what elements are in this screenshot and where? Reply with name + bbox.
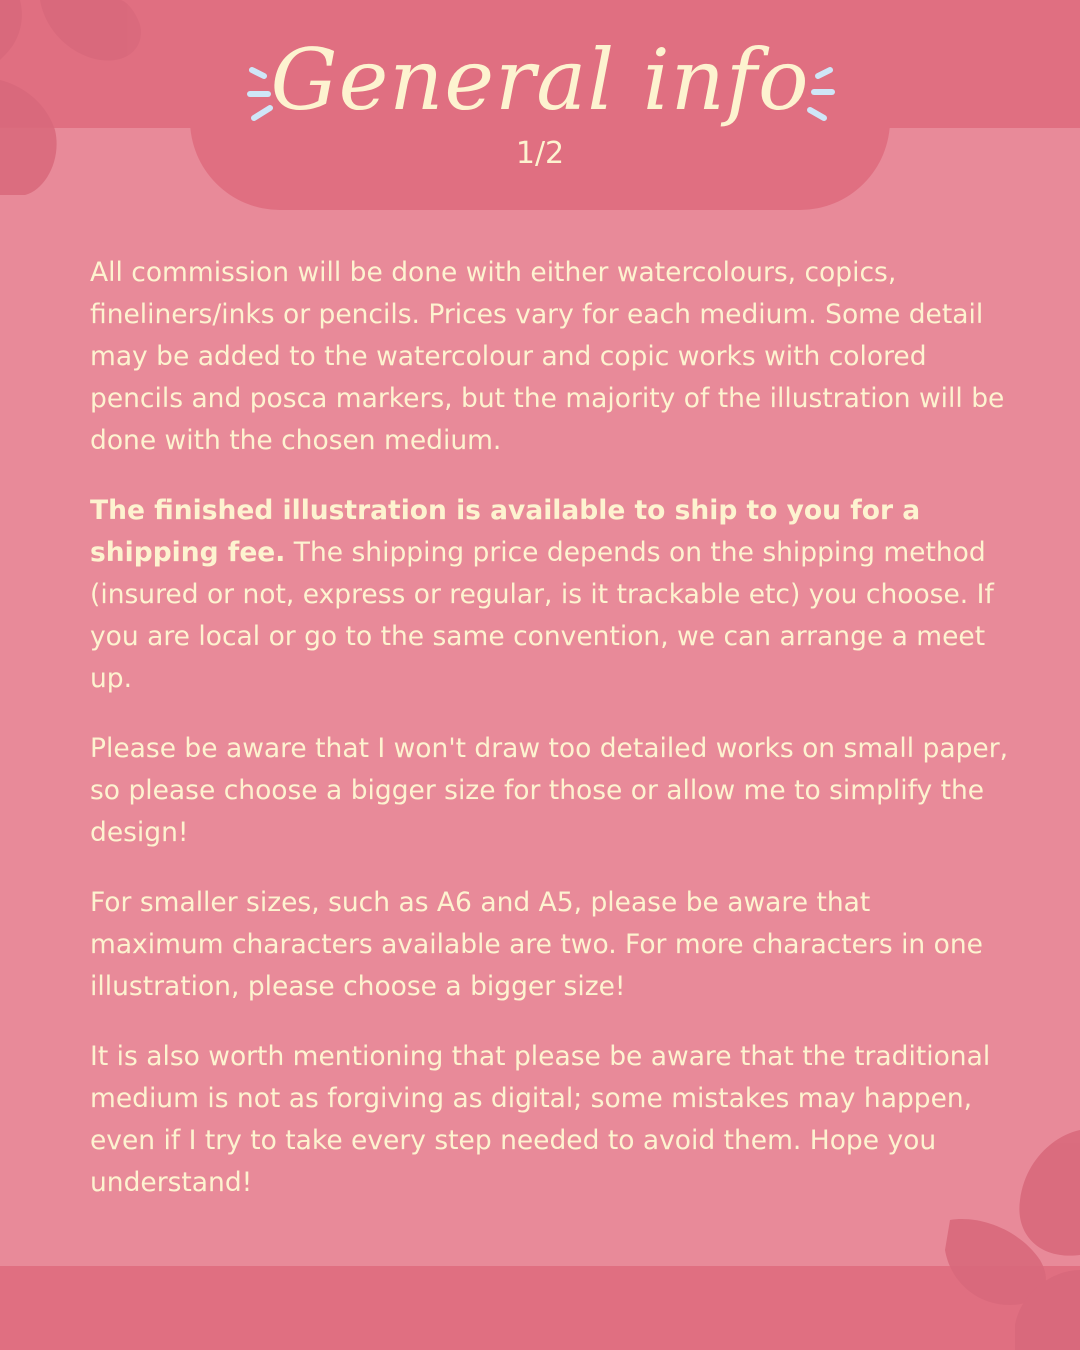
- paragraph-text: The shipping price depends on the shipping method (insured or not, express or regular, is it trackable etc) you choose. If you are local or go to the same convention, we can arrange a meet up.: [90, 537, 994, 694]
- paragraph-text: Please be aware that I won't draw too detailed works on small paper, so please choose a bigger size for those or allow me to simplify the design!: [90, 733, 1009, 848]
- paragraph-bold-text: The finished illustration is available to ship to you for a shipping fee.: [90, 495, 921, 568]
- paragraph-mediums: [90, 252, 1010, 462]
- paragraph-text: All commission will be done with either watercolours, copics, fineliners/inks or pencils. Prices vary for each medium. Some detail may be added to the watercolour and copic works with colored pencils and posca markers, but the majority of the illustration will be done with the chosen medium.: [90, 257, 1005, 456]
- page-title: General info: [270, 31, 810, 129]
- sakura-flower-icon: [0, 0, 180, 200]
- paragraph-traditional-medium: [90, 1036, 1010, 1204]
- paragraph-shipping: [90, 490, 1010, 700]
- paragraph-text: It is also worth mentioning that please be aware that the traditional medium is not as forgiving as digital; some mistakes may happen, even if I try to take every step needed to avoid them. Hope you understand!: [90, 1041, 991, 1198]
- paragraph-text: For smaller sizes, such as A6 and A5, please be aware that maximum characters available are two. For more characters in one illustration, please choose a bigger size!: [90, 887, 983, 1002]
- info-content: [90, 252, 1010, 1232]
- bottom-band: [0, 1266, 1080, 1350]
- page-indicator: 1/2: [515, 136, 565, 171]
- paragraph-characters: [90, 882, 1010, 1008]
- paragraph-paper-size: [90, 728, 1010, 854]
